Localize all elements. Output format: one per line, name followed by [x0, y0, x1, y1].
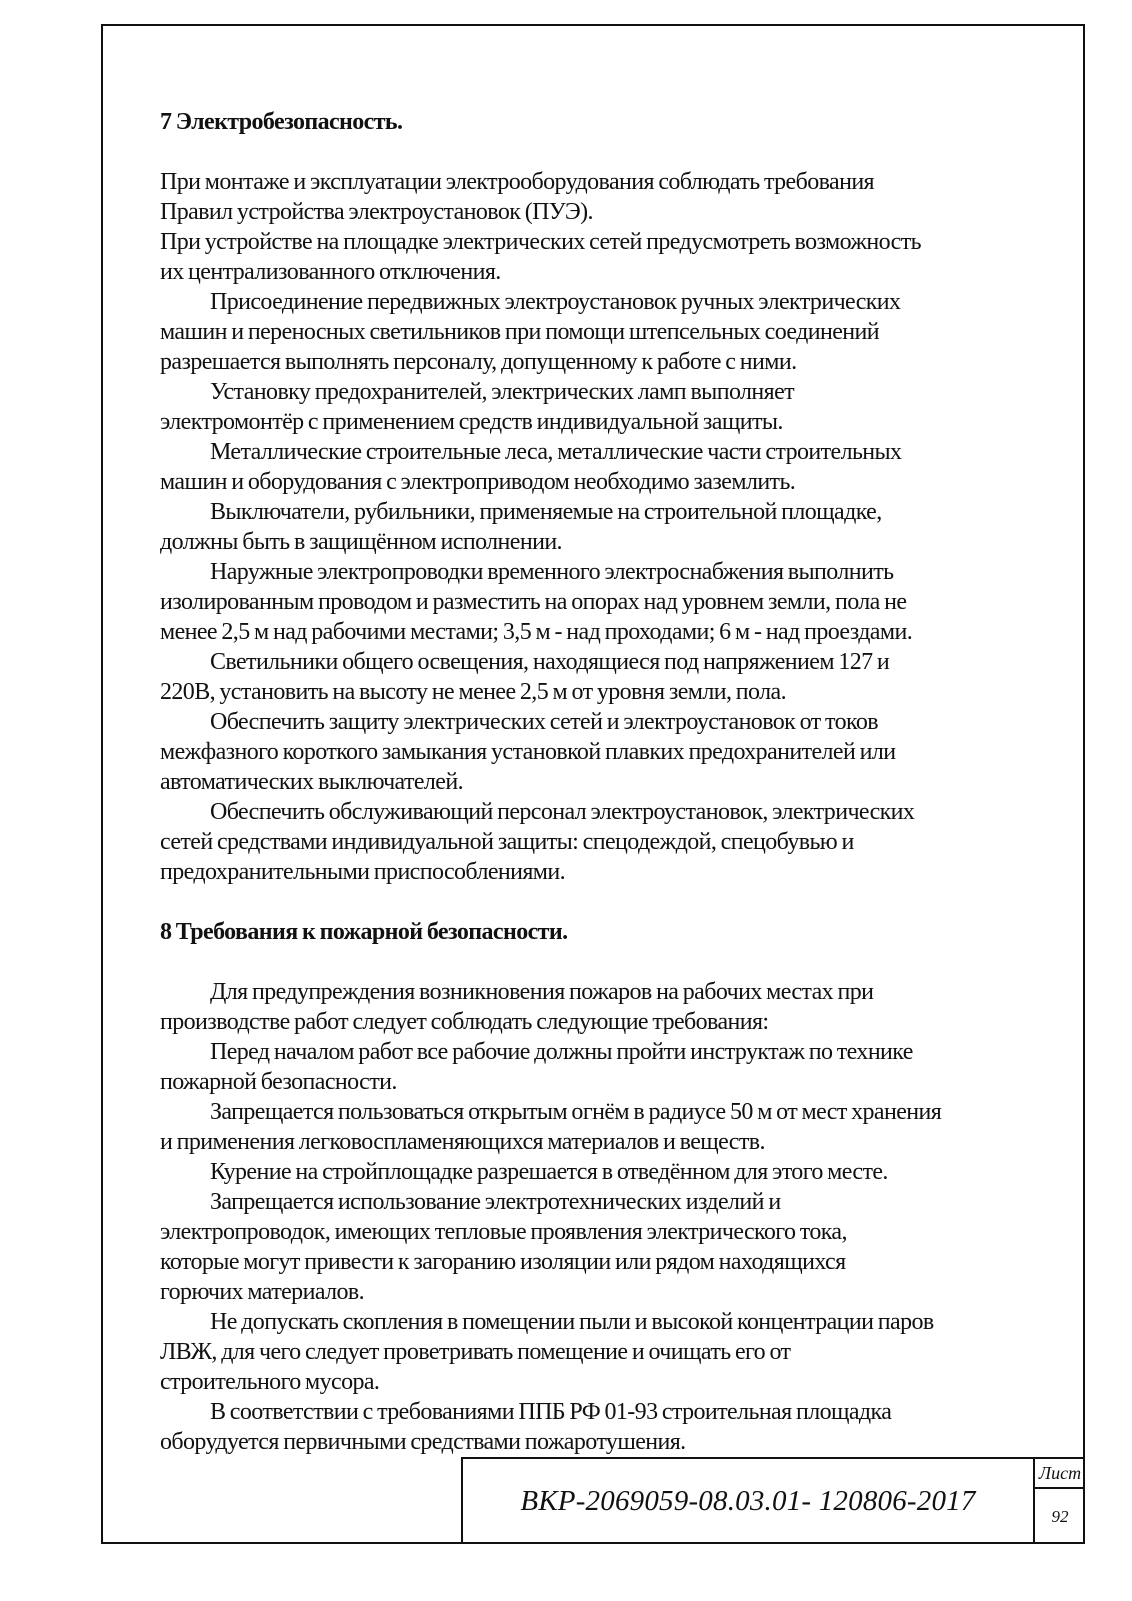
section-7-line: их централизованного отключения. [160, 259, 501, 285]
section-7-line: Установку предохранителей, электрических ламп выполняет [210, 379, 795, 405]
section-7-line: предохранительными приспособлениями. [160, 859, 566, 885]
sheet-cell [1033, 1459, 1085, 1544]
section-8-line: ЛВЖ, для чего следует проветривать помещение и очищать его от [160, 1339, 791, 1365]
section-8-line: Запрещается пользоваться открытым огнём в радиусе 50 м от мест хранения [210, 1099, 942, 1125]
section-7-line: изолированным проводом и разместить на опорах над уровнем земли, пола не [160, 589, 907, 615]
section-7-line: менее 2,5 м над рабочими местами; 3,5 м - над проходами; 6 м - над проездами. [160, 619, 913, 645]
section-7-line: Присоединение передвижных электроустановок ручных электрических [210, 289, 901, 315]
section-8-line: Курение на стройплощадке разрешается в отведённом для этого месте. [210, 1159, 888, 1185]
section-8-line: Перед началом работ все рабочие должны пройти инструктаж по технике [210, 1039, 913, 1065]
section-8-line: Запрещается использование электротехнических изделий и [210, 1189, 781, 1215]
section-8-line: Не допускать скопления в помещении пыли и высокой концентрации паров [210, 1309, 934, 1335]
section-8-line: пожарной безопасности. [160, 1069, 397, 1095]
section-8-line: и применения легковоспламеняющихся материалов и веществ. [160, 1129, 765, 1155]
section-7-line: Наружные электропроводки временного электроснабжения выполнить [210, 559, 894, 585]
section-7-line: Правил устройства электроустановок (ПУЭ). [160, 199, 593, 225]
section-7-line: Обеспечить обслуживающий персонал электроустановок, электрических [210, 799, 915, 825]
section-8-line: производстве работ следует соблюдать следующие требования: [160, 1009, 769, 1035]
spacer [160, 947, 1040, 977]
section-8-line: горючих материалов. [160, 1279, 364, 1305]
section-7-line: При монтаже и эксплуатации электрооборудования соблюдать требования [160, 169, 874, 195]
title-block [461, 1457, 1085, 1544]
document-code: ВКР-2069059-08.03.01- 120806-2017 [520, 1485, 976, 1517]
section-7-line: При устройстве на площадке электрических сетей предусмотреть возможность [160, 229, 921, 255]
section-7-line: машин и переносных светильников при помощи штепсельных соединений [160, 319, 880, 345]
sheet-number: 92 [1051, 1506, 1069, 1526]
section-7-line: межфазного короткого замыкания установкой плавких предохранителей или [160, 739, 896, 765]
section-8-line: электропроводок, имеющих тепловые проявления электрического тока, [160, 1219, 847, 1245]
section-7-line: Светильники общего освещения, находящиеся под напряжением 127 и [210, 649, 890, 675]
section-8-heading: 8 Требования к пожарной безопасности. [160, 919, 568, 945]
spacer [160, 887, 1040, 917]
section-7-line: электромонтёр с применением средств индивидуальной защиты. [160, 409, 783, 435]
sheet-label: Лист [1035, 1459, 1085, 1489]
section-7-line: сетей средствами индивидуальной защиты: спецодеждой, спецобувью и [160, 829, 854, 855]
section-7-line: машин и оборудования с электроприводом необходимо заземлить. [160, 469, 796, 495]
section-7-line: разрешается выполнять персоналу, допущенному к работе с ними. [160, 349, 797, 375]
section-8-line: оборудуется первичными средствами пожаротушения. [160, 1429, 686, 1455]
document-body [160, 107, 1040, 1457]
section-7-line: автоматических выключателей. [160, 769, 463, 795]
section-7-line: Обеспечить защиту электрических сетей и электроустановок от токов [210, 709, 878, 735]
section-8-line: В соответствии с требованиями ППБ РФ 01-93 строительная площадка [210, 1399, 892, 1425]
section-7-heading: 7 Электробезопасность. [160, 109, 403, 135]
section-7-line: 220В, установить на высоту не менее 2,5 м от уровня земли, пола. [160, 679, 786, 705]
section-8-line: строительного мусора. [160, 1369, 380, 1395]
spacer [160, 137, 1040, 167]
section-8-line: которые могут привести к загоранию изоляции или рядом находящихся [160, 1249, 846, 1275]
section-7-line: Выключатели, рубильники, применяемые на строительной площадке, [210, 499, 882, 525]
section-7-line: Металлические строительные леса, металлические части строительных [210, 439, 902, 465]
section-8-line: Для предупреждения возникновения пожаров на рабочих местах при [210, 979, 874, 1005]
section-7-line: должны быть в защищённом исполнении. [160, 529, 562, 555]
